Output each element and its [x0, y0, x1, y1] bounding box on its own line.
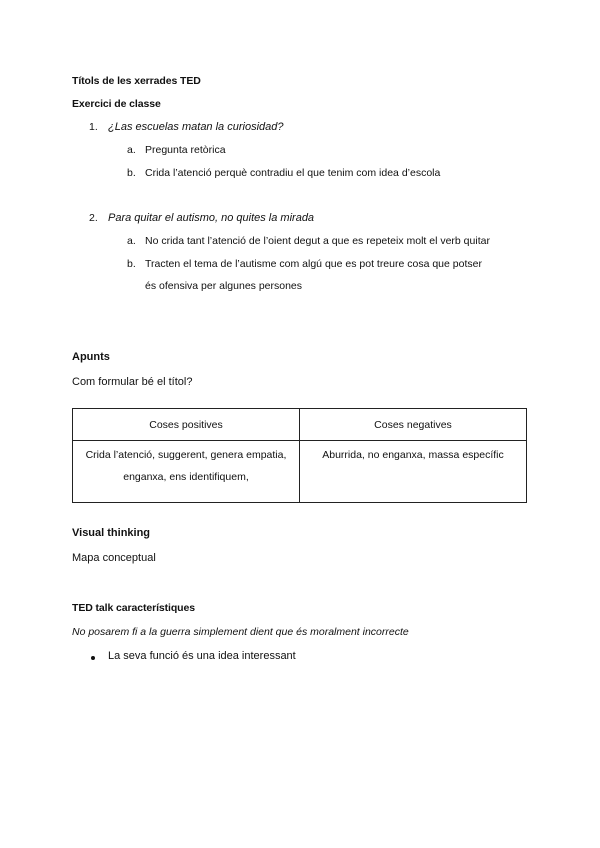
sublist-marker: a. [127, 144, 136, 156]
pros-cons-table [72, 408, 527, 503]
sublist-item: No crida tant l’atenció de l’oient degut a que es repeteix molt el verb quitar [145, 235, 490, 247]
sublist-item: Pregunta retòrica [145, 144, 226, 156]
table-header-negatives: Coses negatives [300, 409, 527, 441]
list-marker: 1. [89, 121, 98, 133]
apunts-heading: Apunts [72, 351, 110, 363]
apunts-question: Com formular bé el títol? [72, 376, 193, 388]
document-title: Títols de les xerrades TED [72, 75, 201, 87]
table-cell-positives: Crida l’atenció, suggerent, genera empatia, enganxa, ens identifiquem, [73, 441, 300, 503]
exercise-heading: Exercici de classe [72, 98, 161, 110]
sublist-marker: a. [127, 235, 136, 247]
list-marker: 2. [89, 212, 98, 224]
bullet-dot-icon [91, 656, 95, 660]
sublist-item: Crida l’atenció perquè contradiu el que tenim com idea d’escola [145, 167, 441, 179]
visual-thinking-text: Mapa conceptual [72, 552, 156, 564]
ted-quote: No posarem fi a la guerra simplement dient que és moralment incorrecte [72, 626, 409, 638]
visual-thinking-heading: Visual thinking [72, 527, 151, 539]
sublist-item: Tracten el tema de l’autisme com algú que es pot treure cosa que potser [145, 258, 482, 270]
sublist-marker: b. [127, 258, 136, 270]
list-item-title: ¿Las escuelas matan la curiosidad? [108, 121, 284, 133]
bullet-item: La seva funció és una idea interessant [108, 650, 296, 662]
sublist-marker: b. [127, 167, 136, 179]
table-cell-negatives: Aburrida, no enganxa, massa específic [300, 441, 527, 503]
table-row [73, 441, 527, 503]
ted-heading: TED talk característiques [72, 602, 195, 614]
list-item-title: Para quitar el autismo, no quites la mirada [108, 212, 315, 224]
table-header-positives: Coses positives [73, 409, 300, 441]
sublist-item-continuation: és ofensiva per algunes persones [145, 280, 303, 292]
table-header-row [73, 409, 527, 441]
